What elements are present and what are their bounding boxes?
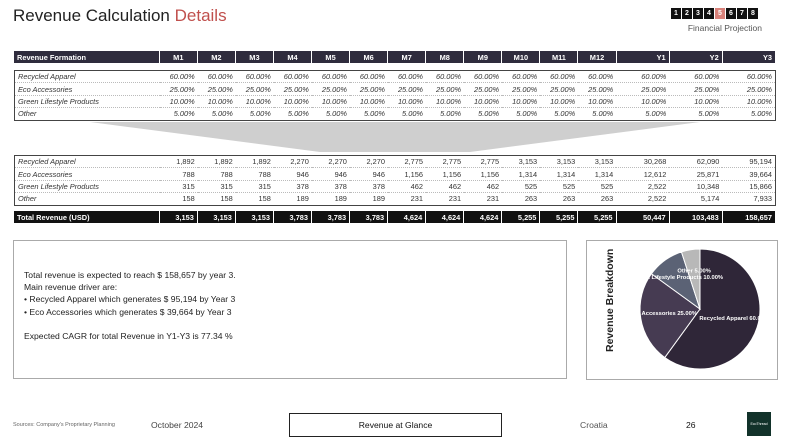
table-cell: 25.00% [350,83,388,95]
total-revenue-row [14,211,776,223]
total-cell: 3,783 [350,211,388,223]
column-header-y2: Y2 [669,51,722,63]
page-title-accent: Details [174,6,227,25]
percent-table [14,70,776,121]
table-cell: 5.00% [722,108,775,120]
table-row [15,168,776,180]
total-cell: 50,447 [616,211,669,223]
table-cell: 263 [540,193,578,205]
funnel-arrow [90,122,700,152]
table-cell: 5.00% [502,108,540,120]
table-cell: 2,775 [464,156,502,168]
table-header-row [14,51,776,63]
table-cell: 788 [236,168,274,180]
summary-bullet-1: • Recycled Apparel which generates $ 95,194 by Year 3 [24,294,236,305]
table-cell: 525 [540,180,578,192]
table-cell: 189 [312,193,350,205]
table-cell: 231 [464,193,502,205]
table-cell: 10.00% [160,95,198,107]
table-cell: 25.00% [669,83,722,95]
table-cell: 25.00% [464,83,502,95]
table-cell: 10.00% [540,95,578,107]
table-cell: 525 [578,180,616,192]
revenue-formation-table [14,51,776,63]
revenue-at-glance-button[interactable]: Revenue at Glance [289,413,502,437]
column-header-m5: M5 [312,51,350,63]
total-cell: 5,255 [578,211,616,223]
table-cell: 60.00% [350,71,388,83]
table-cell: 7,933 [722,193,775,205]
table-cell: 3,153 [578,156,616,168]
table-cell: 25.00% [540,83,578,95]
chart-title: Revenue Breakdown [604,248,616,352]
table-cell: 10.00% [616,95,669,107]
total-cell: 3,153 [197,211,235,223]
table-cell: 5.00% [198,108,236,120]
table-cell: 1,156 [464,168,502,180]
table-cell: 60.00% [540,71,578,83]
page-number: 26 [686,420,696,430]
row-label: Recycled Apparel [15,71,160,83]
table-cell: 263 [502,193,540,205]
table-row [15,193,776,205]
table-cell: 1,892 [236,156,274,168]
page-tab-5[interactable]: 5 [715,8,725,19]
row-label: Eco Accessories [15,168,160,180]
table-cell: 2,775 [426,156,464,168]
table-cell: 3,153 [502,156,540,168]
total-cell: 4,624 [388,211,426,223]
company-logo: EcoThread [747,412,771,436]
column-header-m8: M8 [426,51,464,63]
table-cell: 25.00% [198,83,236,95]
table-cell: 10.00% [578,95,616,107]
table-cell: 946 [312,168,350,180]
table-cell: 231 [426,193,464,205]
revenue-values-table [14,155,776,206]
total-cell: 5,255 [540,211,578,223]
summary-panel [13,240,567,379]
total-cell: 103,483 [669,211,722,223]
total-cell: 3,153 [159,211,197,223]
table-cell: 25.00% [616,83,669,95]
table-row [15,83,776,95]
table-cell: 5.00% [350,108,388,120]
summary-line-1: Total revenue is expected to reach $ 158,657 by year 3. [24,270,236,280]
total-cell: 5,255 [502,211,540,223]
table-cell: 10.00% [722,95,775,107]
table-cell: 25.00% [388,83,426,95]
table-cell: 60.00% [160,71,198,83]
pie-label-eco-accessories: Eco Accessories 25.00% [629,310,697,317]
table-cell: 95,194 [722,156,775,168]
table-cell: 60.00% [426,71,464,83]
row-label: Green Lifestyle Products [15,95,160,107]
column-header-y1: Y1 [616,51,669,63]
total-revenue-label: Total Revenue (USD) [14,211,159,223]
table-cell: 2,522 [616,193,669,205]
table-cell: 5.00% [669,108,722,120]
table-cell: 60.00% [312,71,350,83]
table-cell: 10.00% [312,95,350,107]
table-cell: 3,153 [540,156,578,168]
page-tab-7[interactable]: 7 [737,8,747,19]
table-cell: 2,270 [274,156,312,168]
column-header-m11: M11 [540,51,578,63]
table-row [15,156,776,168]
total-revenue-table [14,211,776,223]
table-row [15,180,776,192]
table-cell: 946 [350,168,388,180]
table-cell: 378 [274,180,312,192]
column-header-m4: M4 [273,51,311,63]
table-cell: 60.00% [616,71,669,83]
page-tab-3[interactable]: 3 [693,8,703,19]
table-cell: 5,174 [669,193,722,205]
table-cell: 25,871 [669,168,722,180]
table-cell: 60.00% [578,71,616,83]
table-row [15,71,776,83]
page-tab-2[interactable]: 2 [682,8,692,19]
total-cell: 3,783 [273,211,311,223]
page-tab-4[interactable]: 4 [704,8,714,19]
table-cell: 10.00% [350,95,388,107]
table-cell: 189 [350,193,388,205]
table-cell: 1,156 [388,168,426,180]
table-cell: 10.00% [274,95,312,107]
table-cell: 60.00% [236,71,274,83]
footer-date: October 2024 [151,420,204,430]
page-navigator [671,8,758,19]
total-cell: 4,624 [426,211,464,223]
table-cell: 25.00% [312,83,350,95]
table-cell: 1,892 [160,156,198,168]
table-cell: 378 [312,180,350,192]
table-cell: 60.00% [722,71,775,83]
summary-bullet-2: • Eco Accessories which generates $ 39,664 by Year 3 [24,306,232,317]
table-cell: 10.00% [388,95,426,107]
pie-chart [617,243,777,379]
table-cell: 25.00% [502,83,540,95]
footer-source: Sources: Company's Proprietary Planning [13,422,115,428]
table-cell: 10.00% [464,95,502,107]
table-cell: 12,612 [616,168,669,180]
table-cell: 10.00% [236,95,274,107]
page-tab-6[interactable]: 6 [726,8,736,19]
column-header-label: Revenue Formation [14,51,159,63]
total-cell: 3,153 [235,211,273,223]
pie-label-other: Other 5.00% [677,268,711,275]
row-label: Other [15,193,160,205]
table-cell: 10.00% [426,95,464,107]
column-header-m1: M1 [159,51,197,63]
table-cell: 5.00% [426,108,464,120]
table-cell: 2,270 [350,156,388,168]
table-cell: 60.00% [502,71,540,83]
table-cell: 158 [236,193,274,205]
table-cell: 5.00% [388,108,426,120]
table-cell: 5.00% [464,108,502,120]
table-cell: 946 [274,168,312,180]
table-cell: 315 [198,180,236,192]
table-cell: 30,268 [616,156,669,168]
table-cell: 5.00% [160,108,198,120]
table-cell: 231 [388,193,426,205]
table-cell: 5.00% [236,108,274,120]
table-cell: 315 [236,180,274,192]
row-label: Eco Accessories [15,83,160,95]
table-cell: 525 [502,180,540,192]
table-cell: 5.00% [616,108,669,120]
table-cell: 5.00% [540,108,578,120]
table-cell: 5.00% [312,108,350,120]
row-label: Recycled Apparel [15,156,160,168]
table-cell: 10.00% [198,95,236,107]
table-cell: 2,270 [312,156,350,168]
table-cell: 462 [388,180,426,192]
table-cell: 158 [198,193,236,205]
table-cell: 25.00% [236,83,274,95]
table-cell: 315 [160,180,198,192]
table-cell: 1,156 [426,168,464,180]
table-cell: 788 [160,168,198,180]
table-cell: 25.00% [722,83,775,95]
total-cell: 3,783 [312,211,350,223]
section-subtitle: Financial Projection [687,23,762,33]
table-cell: 39,664 [722,168,775,180]
page-title-main: Revenue Calculation [13,6,170,25]
column-header-m9: M9 [464,51,502,63]
column-header-m7: M7 [388,51,426,63]
summary-line-3: Expected CAGR for total Revenue in Y1-Y3 is 77.34 % [24,330,233,341]
table-cell: 189 [274,193,312,205]
column-header-y3: Y3 [722,51,775,63]
total-cell: 158,657 [722,211,775,223]
table-cell: 15,866 [722,180,775,192]
table-cell: 25.00% [160,83,198,95]
table-cell: 5.00% [274,108,312,120]
footer-country: Croatia [580,420,608,430]
column-header-m6: M6 [350,51,388,63]
column-header-m2: M2 [197,51,235,63]
table-row [15,108,776,120]
table-cell: 60.00% [464,71,502,83]
table-cell: 158 [160,193,198,205]
table-cell: 2,775 [388,156,426,168]
table-cell: 25.00% [426,83,464,95]
table-cell: 62,090 [669,156,722,168]
column-header-m3: M3 [235,51,273,63]
row-label: Green Lifestyle Products [15,180,160,192]
table-cell: 25.00% [274,83,312,95]
table-cell: 60.00% [669,71,722,83]
table-cell: 788 [198,168,236,180]
table-cell: 60.00% [388,71,426,83]
table-cell: 462 [464,180,502,192]
row-label: Other [15,108,160,120]
revenue-breakdown-chart [586,240,778,380]
table-cell: 1,892 [198,156,236,168]
table-cell: 1,314 [578,168,616,180]
page-tab-8[interactable]: 8 [748,8,758,19]
summary-line-2: Main revenue driver are: [24,282,118,293]
pie-label-recycled-apparel: Recycled Apparel 60.00% [699,316,770,323]
table-cell: 10.00% [669,95,722,107]
table-row [15,95,776,107]
column-header-m12: M12 [578,51,616,63]
table-cell: 60.00% [198,71,236,83]
table-cell: 10.00% [502,95,540,107]
table-cell: 10,348 [669,180,722,192]
table-cell: 60.00% [274,71,312,83]
page-tab-1[interactable]: 1 [671,8,681,19]
table-cell: 25.00% [578,83,616,95]
total-cell: 4,624 [464,211,502,223]
column-header-m10: M10 [502,51,540,63]
table-cell: 1,314 [502,168,540,180]
table-cell: 378 [350,180,388,192]
table-cell: 263 [578,193,616,205]
page-title [13,6,227,26]
table-cell: 5.00% [578,108,616,120]
table-cell: 2,522 [616,180,669,192]
pie-label-green-lifestyle-products: Green Lifestyle Products 10.00% [633,274,724,281]
table-cell: 462 [426,180,464,192]
table-cell: 1,314 [540,168,578,180]
